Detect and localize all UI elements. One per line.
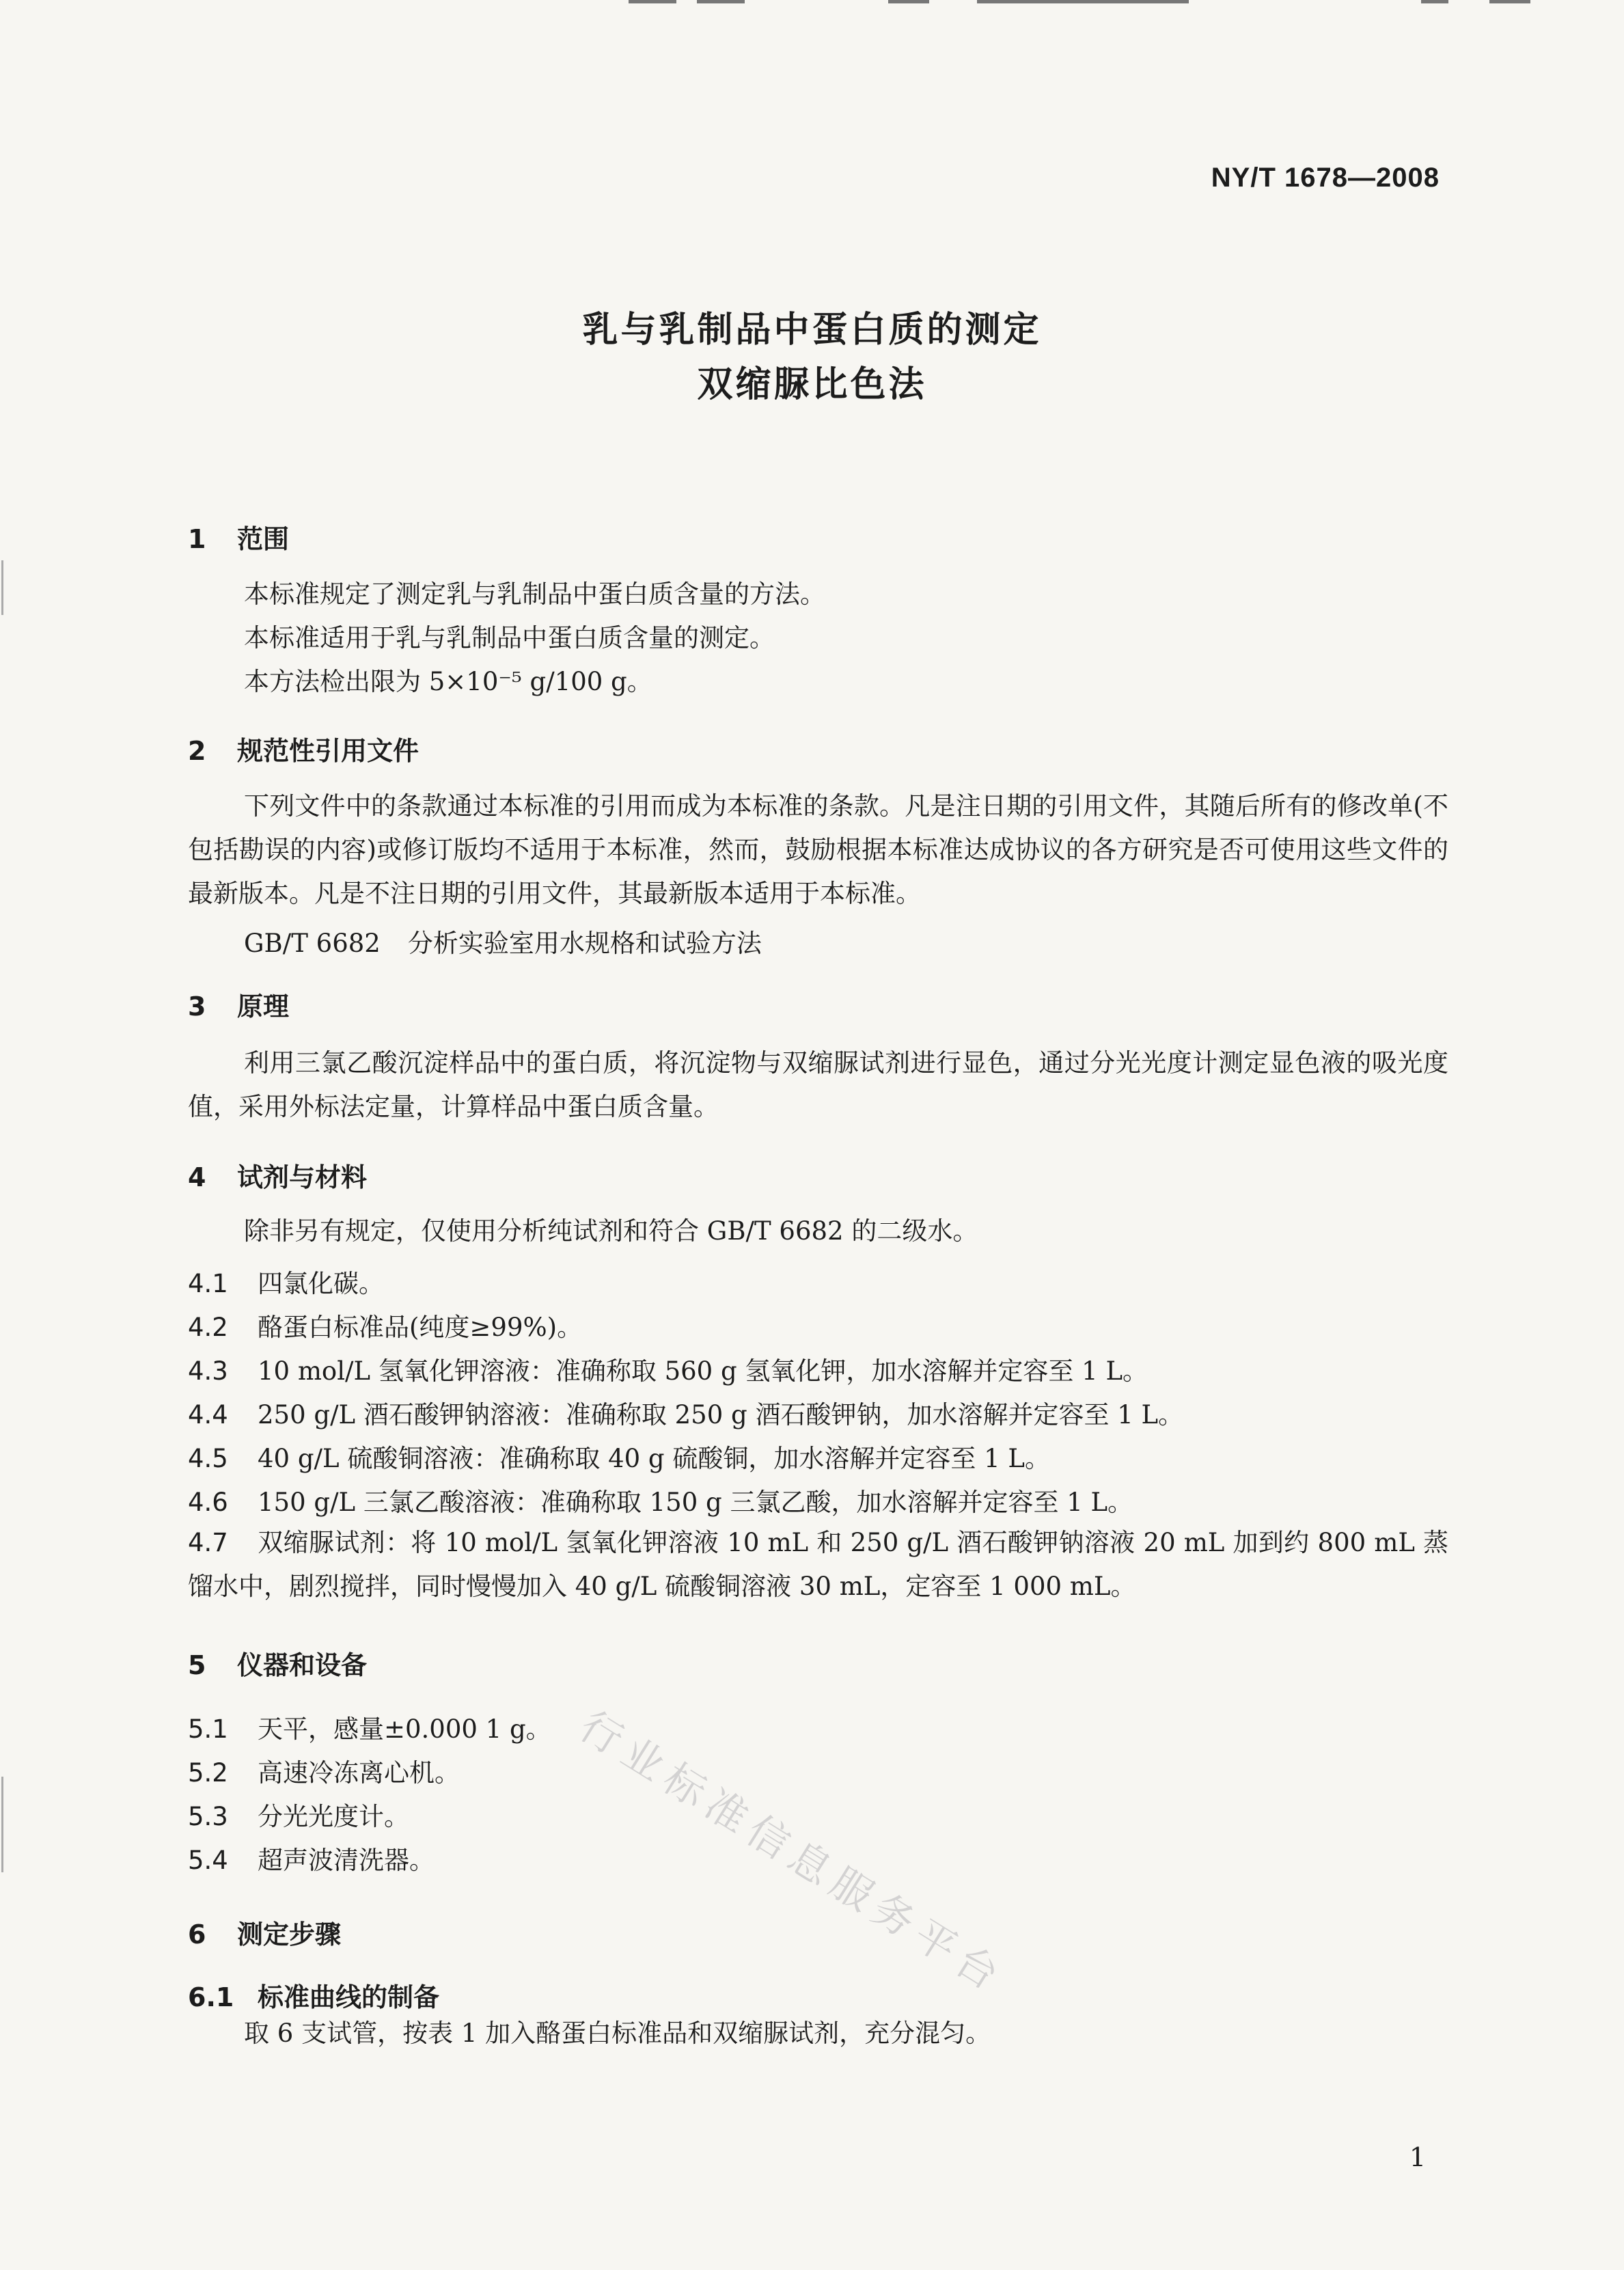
paragraph: 本方法检出限为 5×10⁻⁵ g/100 g。: [244, 667, 652, 696]
watermark: 行业标准信息服务平台: [571, 1702, 1014, 2004]
section-heading: 6 测定步骤: [188, 1919, 342, 1950]
section-heading: 4 试剂与材料: [188, 1162, 368, 1192]
list-item: 4.4 250 g/L 酒石酸钾钠溶液：准确称取 250 g 酒石酸钾钠，加水溶解并定容至 1 L。: [188, 1400, 1184, 1430]
scan-mark: [629, 0, 676, 3]
section-heading: 1 范围: [188, 524, 290, 554]
scan-mark: [888, 0, 929, 3]
list-item: 4.6 150 g/L 三氯乙酸溶液：准确称取 150 g 三氯乙酸，加水溶解并定容至 1 L。: [188, 1488, 1133, 1517]
list-item: 4.2 酪蛋白标准品(纯度≥99%)。: [188, 1313, 583, 1342]
scan-mark: [1421, 0, 1448, 3]
section-heading: 5 仪器和设备: [188, 1650, 368, 1680]
doc-title: 乳与乳制品中蛋白质的测定: [582, 310, 1042, 351]
paragraph: 除非另有规定，仅使用分析纯试剂和符合 GB/T 6682 的二级水。: [244, 1216, 978, 1246]
doc-subtitle: 双缩脲比色法: [697, 364, 927, 405]
paragraph: 本标准适用于乳与乳制品中蛋白质含量的测定。: [244, 623, 775, 653]
list-item: 4.5 40 g/L 硫酸铜溶液：准确称取 40 g 硫酸铜，加水溶解并定容至 1 L。: [188, 1444, 1051, 1473]
paragraph: 下列文件中的条款通过本标准的引用而成为本标准的条款。凡是注日期的引用文件，其随后所有的修改单(不包括勘误的内容)或修订版均不适用于本标准，然而，鼓励根据本标准达成协议的各方研究是否可使用这些文件的最新版本。凡是不注日期的引用文件，其最新版本适用于本标准。: [188, 791, 1448, 908]
paragraph: 本标准规定了测定乳与乳制品中蛋白质含量的方法。: [244, 579, 825, 609]
scan-mark: [977, 0, 1189, 3]
paragraph: 取 6 支试管，按表 1 加入酪蛋白标准品和双缩脲试剂，充分混匀。: [244, 2019, 991, 2048]
section-heading: 3 原理: [188, 992, 290, 1022]
page-number: 1: [1409, 2142, 1426, 2172]
list-item: 5.2 高速冷冻离心机。: [188, 1758, 460, 1788]
paragraph: 利用三氯乙酸沉淀样品中的蛋白质，将沉淀物与双缩脲试剂进行显色，通过分光光度计测定显色液的吸光度值，采用外标法定量，计算样品中蛋白质含量。: [188, 1048, 1448, 1121]
subsection-heading: 6.1 标准曲线的制备: [188, 1982, 440, 2012]
standard-number: NY/T 1678—2008: [1211, 163, 1440, 193]
scan-edge: [1, 1777, 3, 1872]
list-item: 4.3 10 mol/L 氢氧化钾溶液：准确称取 560 g 氢氧化钾，加水溶解并定容至 1 L。: [188, 1356, 1148, 1386]
scan-mark: [1489, 0, 1530, 3]
scan-edge: [1, 560, 3, 615]
list-item: 5.1 天平，感量±0.000 1 g。: [188, 1714, 551, 1744]
list-item: 5.3 分光光度计。: [188, 1802, 409, 1831]
section-heading: 2 规范性引用文件: [188, 736, 419, 766]
normative-reference: GB/T 6682 分析实验室用水规格和试验方法: [244, 929, 762, 958]
list-item: 4.7 双缩脲试剂：将 10 mol/L 氢氧化钾溶液 10 mL 和 250 g/L 酒石酸钾钠溶液 20 mL 加到约 800 mL 蒸馏水中，剧烈搅拌，同时慢慢加入 40 g/L 硫酸铜溶液 30 mL，定容至 1 000 mL。: [188, 1528, 1448, 1601]
scan-mark: [697, 0, 745, 3]
list-item: 5.4 超声波清洗器。: [188, 1846, 435, 1875]
list-item: 4.1 四氯化碳。: [188, 1269, 384, 1298]
